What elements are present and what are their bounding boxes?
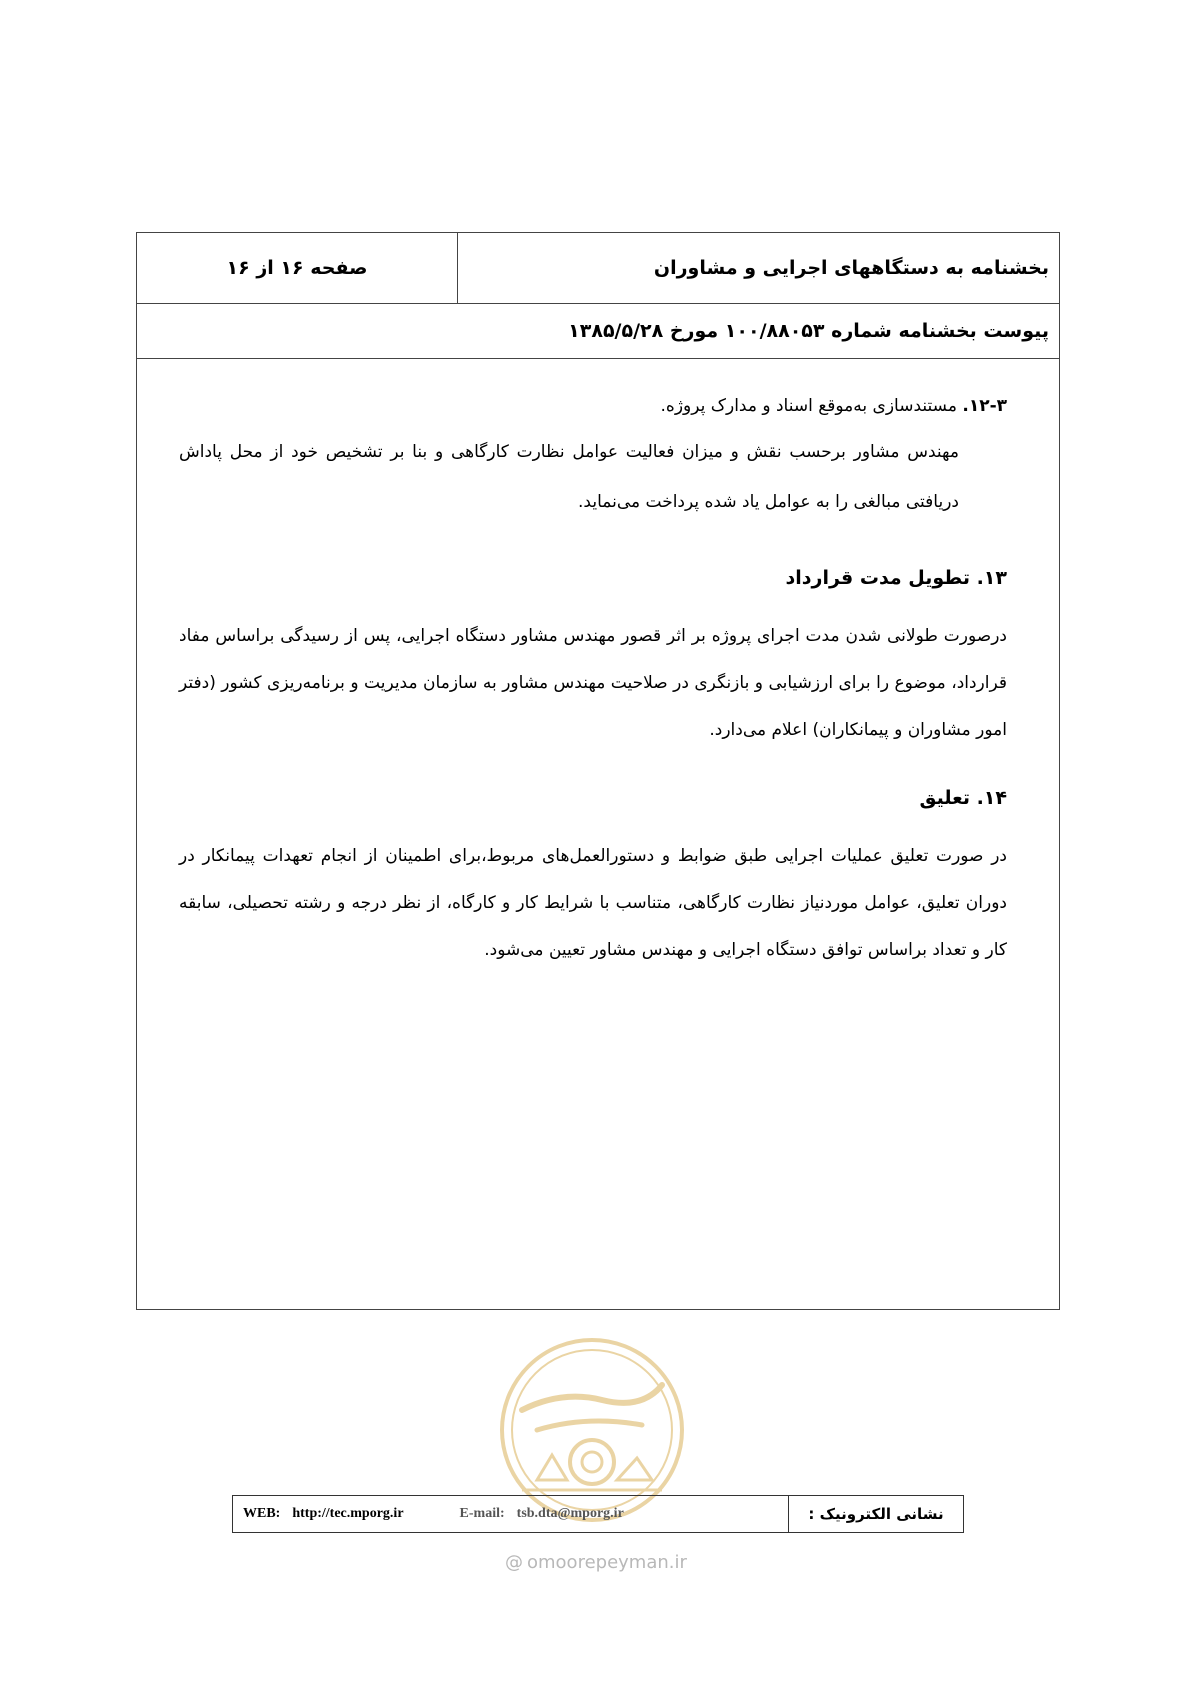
electronic-address-label: نشانی الکترونیک :	[808, 1505, 944, 1523]
circular-title: بخشنامه به دستگاههای اجرایی و مشاوران	[457, 233, 1059, 303]
footer-contact-box	[232, 1495, 964, 1533]
site-watermark	[505, 1552, 687, 1573]
page-number: صفحه ۱۶ از ۱۶	[226, 257, 368, 279]
web-label: WEB:	[243, 1506, 281, 1521]
section-14-title: ۱۴. تعلیق	[919, 787, 1007, 809]
section-13-paragraph: درصورت طولانی شدن مدت اجرای پروژه بر اثر قصور مهندس مشاور دستگاه اجرایی، پس از رسیدگی براساس مفاد قرارداد، موضوع را برای ارزشیابی و بازنگری در صلاحیت مهندس مشاور به سازمان مدیریت و برنامه‌ریزی کشور (دفتر امور مشاوران و پیمانکاران) اعلام می‌دارد.	[179, 626, 1007, 740]
email-link[interactable]: tsb.dta@mporg.ir	[516, 1506, 624, 1521]
section-12-3-heading-text: مستندسازی به‌موقع اسناد و مدارک پروژه.	[660, 396, 957, 416]
section-12-3-heading	[237, 383, 1007, 430]
section-12-3-paragraph: مهندس مشاور برحسب نقش و میزان فعالیت عوامل نظارت کارگاهی و بنا بر تشخیص خود از محل پاداش دریافتی مبالغی را به عوامل یاد شده پرداخت می‌نماید.	[179, 442, 959, 512]
attachment-line: پیوست بخشنامه شماره ۱۰۰/۸۸۰۵۳ مورخ ۱۳۸۵/۵/۲۸	[137, 304, 1059, 359]
watermark-text: omoorepeyman.ir	[527, 1552, 687, 1573]
document-frame	[136, 232, 1060, 1310]
web-link[interactable]: http://tec.mporg.ir	[292, 1506, 404, 1521]
section-14-paragraph: در صورت تعلیق عملیات اجرایی طبق ضوابط و دستورالعمل‌های مربوط،برای اطمینان از انجام تعهدات پیمانکار در دوران تعلیق، عوامل موردنیاز نظارت کارگاهی، متناسب با شرایط کار و کارگاه، از نظر درجه و رشته تحصیلی، سابقه کار و تعداد براساس توافق دستگاه اجرایی و مهندس مشاور تعیین می‌شود.	[179, 846, 1007, 960]
email-label: E-mail:	[459, 1506, 505, 1521]
section-13-title: ۱۳. تطویل مدت قرارداد	[785, 567, 1007, 589]
section-12-3-number: ۱۲-۳.	[962, 396, 1007, 416]
header-row	[137, 233, 1059, 304]
footer-links	[233, 1496, 789, 1532]
at-sign-icon: @	[505, 1552, 523, 1573]
